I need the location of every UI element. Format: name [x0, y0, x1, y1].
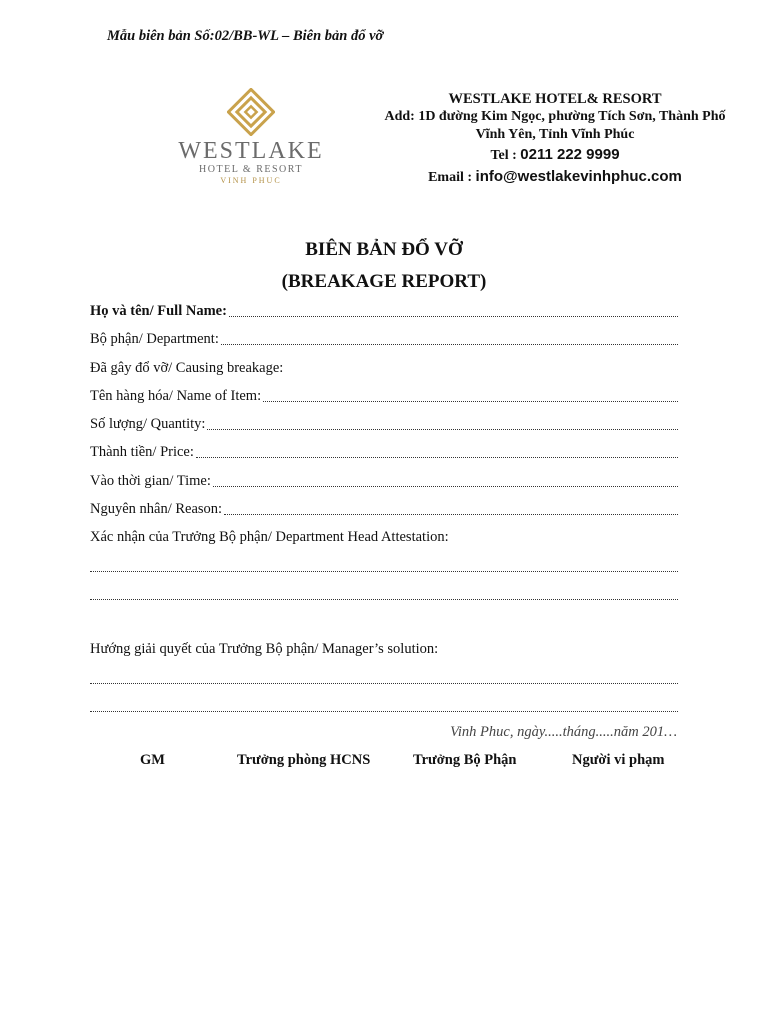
full-name-dotline	[229, 316, 678, 317]
department-field	[90, 330, 678, 348]
solution-label: Hướng giải quyết của Trưởng Bộ phận/ Manager’s solution:	[90, 641, 439, 657]
hotel-email	[380, 168, 730, 187]
logo-diamond-icon	[227, 88, 275, 136]
signature-dept-head: Trưởng Bộ Phận	[413, 752, 517, 768]
solution-dotline-2	[90, 711, 678, 712]
time-label: Vào thời gian/ Time:	[90, 473, 211, 489]
reason-label: Nguyên nhân/ Reason:	[90, 501, 223, 517]
tel-value: 0211 222 9999	[520, 146, 620, 163]
attestation-label: Xác nhận của Trưởng Bộ phận/ Department Head Attestation:	[90, 529, 449, 545]
price-dotline	[196, 457, 678, 458]
price-label: Thành tiền/ Price:	[90, 444, 194, 460]
causing-field	[90, 359, 678, 377]
item-field	[90, 387, 678, 405]
full-name-field	[90, 302, 678, 320]
form-code: Mẫu biên bản Số:02/BB-WL – Biên bản đổ vỡ	[107, 28, 384, 44]
causing-label: Đã gây đổ vỡ/ Causing breakage:	[90, 360, 284, 376]
hotel-tel	[380, 146, 730, 165]
report-title-en: (BREAKAGE REPORT)	[281, 271, 487, 292]
price-field	[90, 443, 678, 461]
signature-violator: Người vi phạm	[572, 752, 665, 768]
hotel-address-line2: Vĩnh Yên, Tỉnh Vĩnh Phúc	[475, 127, 635, 142]
quantity-field	[90, 415, 678, 433]
signature-hr-head: Trưởng phòng HCNS	[237, 752, 371, 768]
time-dotline	[213, 486, 678, 487]
attestation-dotline-2	[90, 599, 678, 600]
email-value: info@westlakevinhphuc.com	[475, 168, 682, 185]
report-title-vi: BIÊN BẢN ĐỔ VỠ	[305, 239, 463, 260]
department-dotline	[221, 344, 678, 345]
date-line: Vinh Phuc, ngày.....tháng.....năm 201…	[450, 724, 677, 740]
quantity-label: Số lượng/ Quantity:	[90, 416, 206, 432]
hotel-logo	[176, 88, 326, 192]
logo-name: WESTLAKE	[178, 138, 324, 164]
department-label: Bộ phận/ Department:	[90, 331, 219, 347]
item-label: Tên hàng hóa/ Name of Item:	[90, 388, 262, 404]
tel-label: Tel :	[490, 148, 521, 163]
logo-city: VINH PHUC	[220, 176, 282, 185]
time-field	[90, 472, 678, 490]
solution-field	[90, 640, 678, 658]
quantity-dotline	[207, 429, 678, 430]
attestation-field	[90, 528, 678, 546]
reason-dotline	[224, 514, 678, 515]
hotel-name: WESTLAKE HOTEL& RESORT	[448, 91, 662, 107]
email-label: Email :	[428, 170, 476, 185]
solution-dotline-1	[90, 683, 678, 684]
hotel-info	[380, 90, 730, 187]
reason-field	[90, 500, 678, 518]
full-name-label: Họ và tên/ Full Name:	[90, 303, 227, 319]
attestation-dotline-1	[90, 571, 678, 572]
logo-subtitle: HOTEL & RESORT	[199, 164, 303, 175]
hotel-address-line1: Add: 1D đường Kim Ngọc, phường Tích Sơn, Thành Phố	[384, 109, 726, 124]
signature-gm: GM	[140, 752, 165, 768]
item-dotline	[263, 401, 678, 402]
